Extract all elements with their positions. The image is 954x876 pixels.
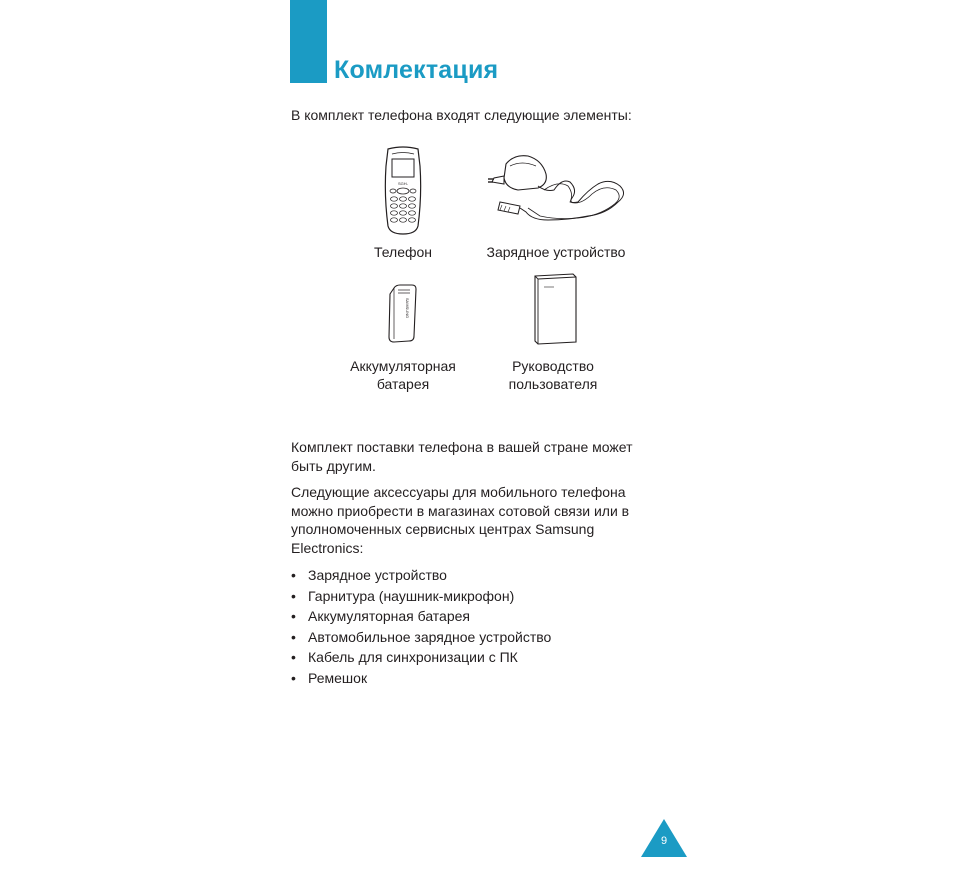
note1-line2: быть другим. (291, 457, 376, 474)
manual-illustration (532, 273, 578, 345)
list-item-label: Ремешок (308, 669, 368, 686)
manual-caption-line2: пользователя (508, 376, 598, 392)
phone-caption: Телефон (373, 244, 433, 260)
accessories-list (291, 565, 551, 689)
bullet-icon: • (291, 669, 296, 686)
list-item-label: Зарядное устройство (308, 567, 447, 583)
note2-line3: уполномоченных сервисных центрах Samsung (291, 521, 595, 537)
list-item (291, 647, 551, 668)
battery-caption (338, 357, 468, 393)
note2-line4: Electronics: (291, 539, 364, 556)
list-item-label: Гарнитура (наушник-микрофон) (308, 587, 515, 604)
manual-caption-line1: Руководство (512, 358, 594, 374)
battery-caption-line2: батарея (376, 376, 430, 392)
list-item-label: Аккумуляторная батарея (308, 608, 470, 625)
bullet-icon: • (291, 649, 296, 666)
page-title: Комлектация (334, 56, 499, 84)
phone-illustration (380, 146, 426, 236)
note-accessories (291, 483, 661, 557)
list-item (291, 565, 551, 586)
list-item-label: Автомобильное зарядное устройство (308, 628, 552, 645)
list-item (291, 586, 551, 607)
note1-line1: Комплект поставки телефона в вашей стране может (291, 439, 633, 455)
list-item (291, 668, 551, 689)
note2-line2: можно приобрести в магазинах сотовой связи или в (291, 502, 630, 519)
page-number: 9 (660, 835, 668, 847)
note-country-variation (291, 438, 661, 475)
bullet-icon: • (291, 628, 296, 645)
intro-text: В комплект телефона входят следующие элементы: (291, 107, 632, 123)
list-item (291, 606, 551, 627)
battery-caption-line1: Аккумуляторная (350, 358, 456, 374)
phone-screen-text: SGH- (398, 181, 408, 186)
battery-label-text: SAMSUNG (405, 297, 410, 319)
list-item (291, 627, 551, 648)
charger-illustration (488, 150, 630, 228)
manual-caption (488, 357, 618, 393)
bullet-icon: • (291, 608, 296, 625)
bullet-icon: • (291, 567, 296, 583)
header-accent-bar (290, 0, 327, 83)
bullet-icon: • (291, 587, 296, 604)
charger-caption: Зарядное устройство (486, 244, 626, 260)
battery-illustration (386, 284, 418, 344)
list-item-label: Кабель для синхронизации с ПК (308, 649, 518, 666)
note2-line1: Следующие аксессуары для мобильного телефона (291, 484, 626, 500)
